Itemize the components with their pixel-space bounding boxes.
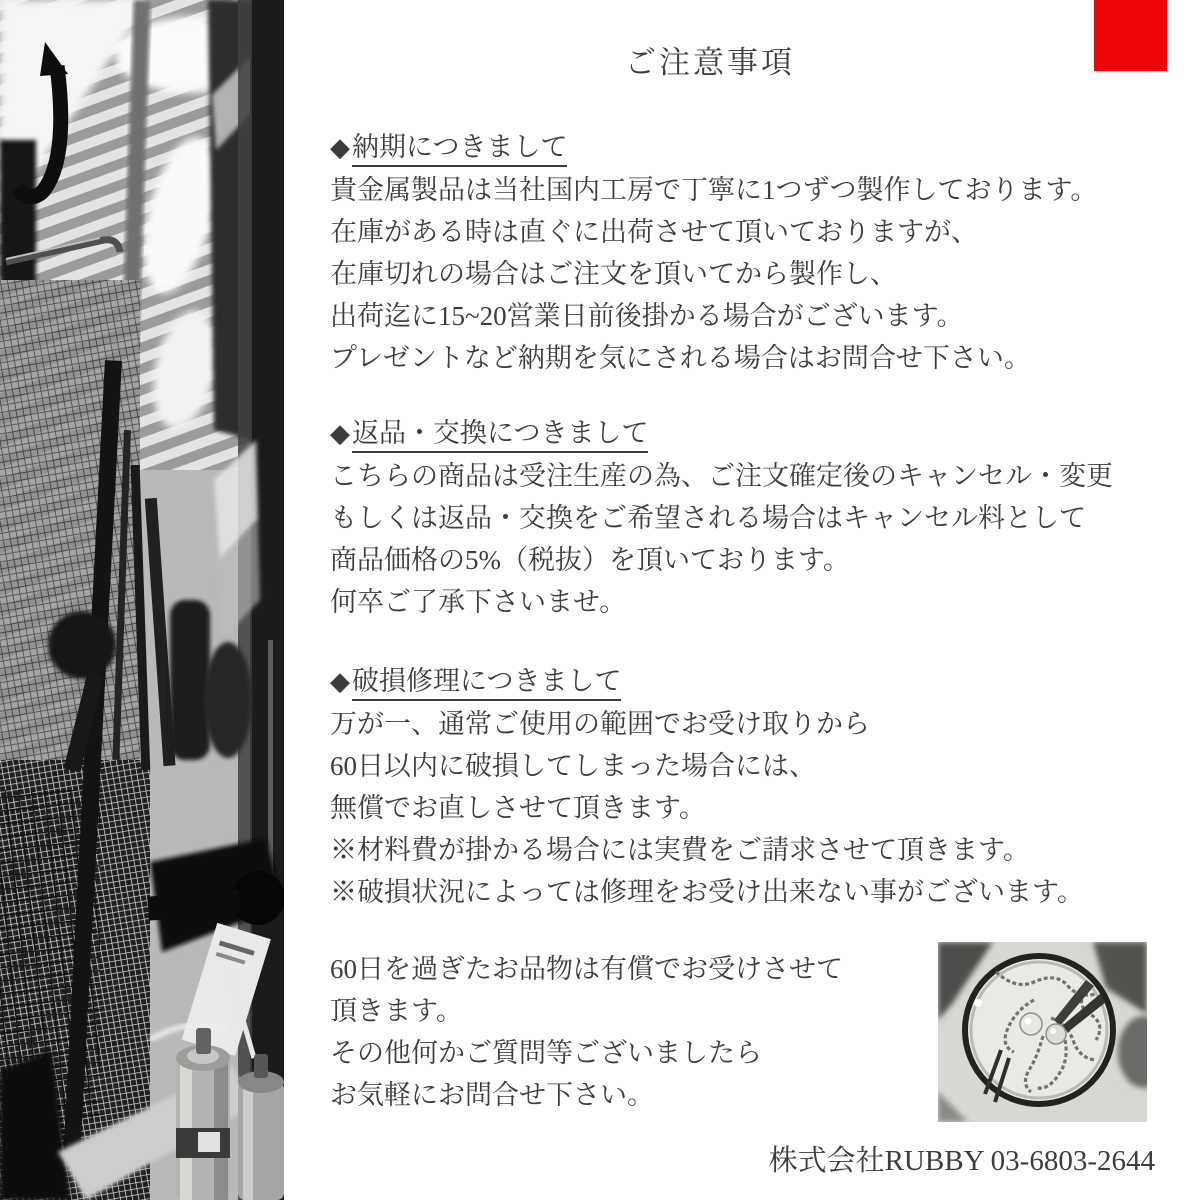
text-line: 在庫切れの場合はご注文を頂いてから製作し、 [330,259,897,289]
text-line: 商品価格の5%（税抜）を頂いております。 [330,545,850,575]
company-contact-line: 株式会社RUBBY 03-6803-2644 [768,1145,1155,1177]
section-body [330,455,1130,623]
diamond-bullet-icon: ◆ [330,667,350,697]
text-line: 無償でお直しさせて頂きます。 [330,793,706,823]
text-line: こちらの商品は受注生産の為、ご注文確定後のキャンセル・変更 [330,461,1113,491]
section-heading [330,660,1130,703]
text-line: お気軽にお問合せ下さい。 [330,1080,654,1110]
section-heading-text: 破損修理につきまして [352,666,621,701]
section-body [330,703,1130,913]
text-line: 何卒ご了承下さいませ。 [330,587,627,617]
diamond-bullet-icon: ◆ [330,133,350,163]
page-title: ご注意事項 [625,45,795,80]
diamond-bullet-icon: ◆ [330,419,350,449]
workshop-photo [0,0,284,1200]
section-delivery [330,126,1130,379]
text-line: ※材料費が掛かる場合には実費をご請求させて頂きます。 [330,835,1030,865]
text-line: 60日以内に破損してしまった場合には、 [330,751,816,781]
text-line: 万が一、通常ご使用の範囲でお受け取りから [330,709,870,739]
text-line: 貴金属製品は当社国内工房で丁寧に1つずつ製作しております。 [330,175,1098,205]
text-line: 60日を過ぎたお品物は有償でお受けさせて [330,954,843,984]
text-line: ※破損状況によっては修理をお受け出来ない事がございます。 [330,877,1084,907]
section-repair [330,660,1130,913]
text-line: その他何かご質問等ございましたら [330,1038,762,1068]
section-heading [330,412,1130,455]
red-corner-square [1094,0,1167,71]
text-line: 在庫がある時は直ぐに出荷させて頂いておりますが、 [330,217,978,247]
text-line: もしくは返品・交換をご希望される場合はキャンセル料として [330,503,1086,533]
text-line: プレゼントなど納期を気にされる場合はお問合せ下さい。 [330,343,1031,373]
workshop-photo-art [0,0,284,1200]
section-body [330,169,1130,379]
loupe-photo-art [938,942,1147,1122]
section-heading-text: 返品・交換につきまして [352,418,648,453]
loupe-jewelry-photo [938,942,1147,1122]
section-returns [330,412,1130,623]
section-heading [330,126,1130,169]
section-heading-text: 納期につきまして [352,132,567,167]
text-line: 出荷迄に15~20営業日前後掛かる場合がございます。 [330,301,964,331]
text-line: 頂きます。 [330,996,463,1026]
